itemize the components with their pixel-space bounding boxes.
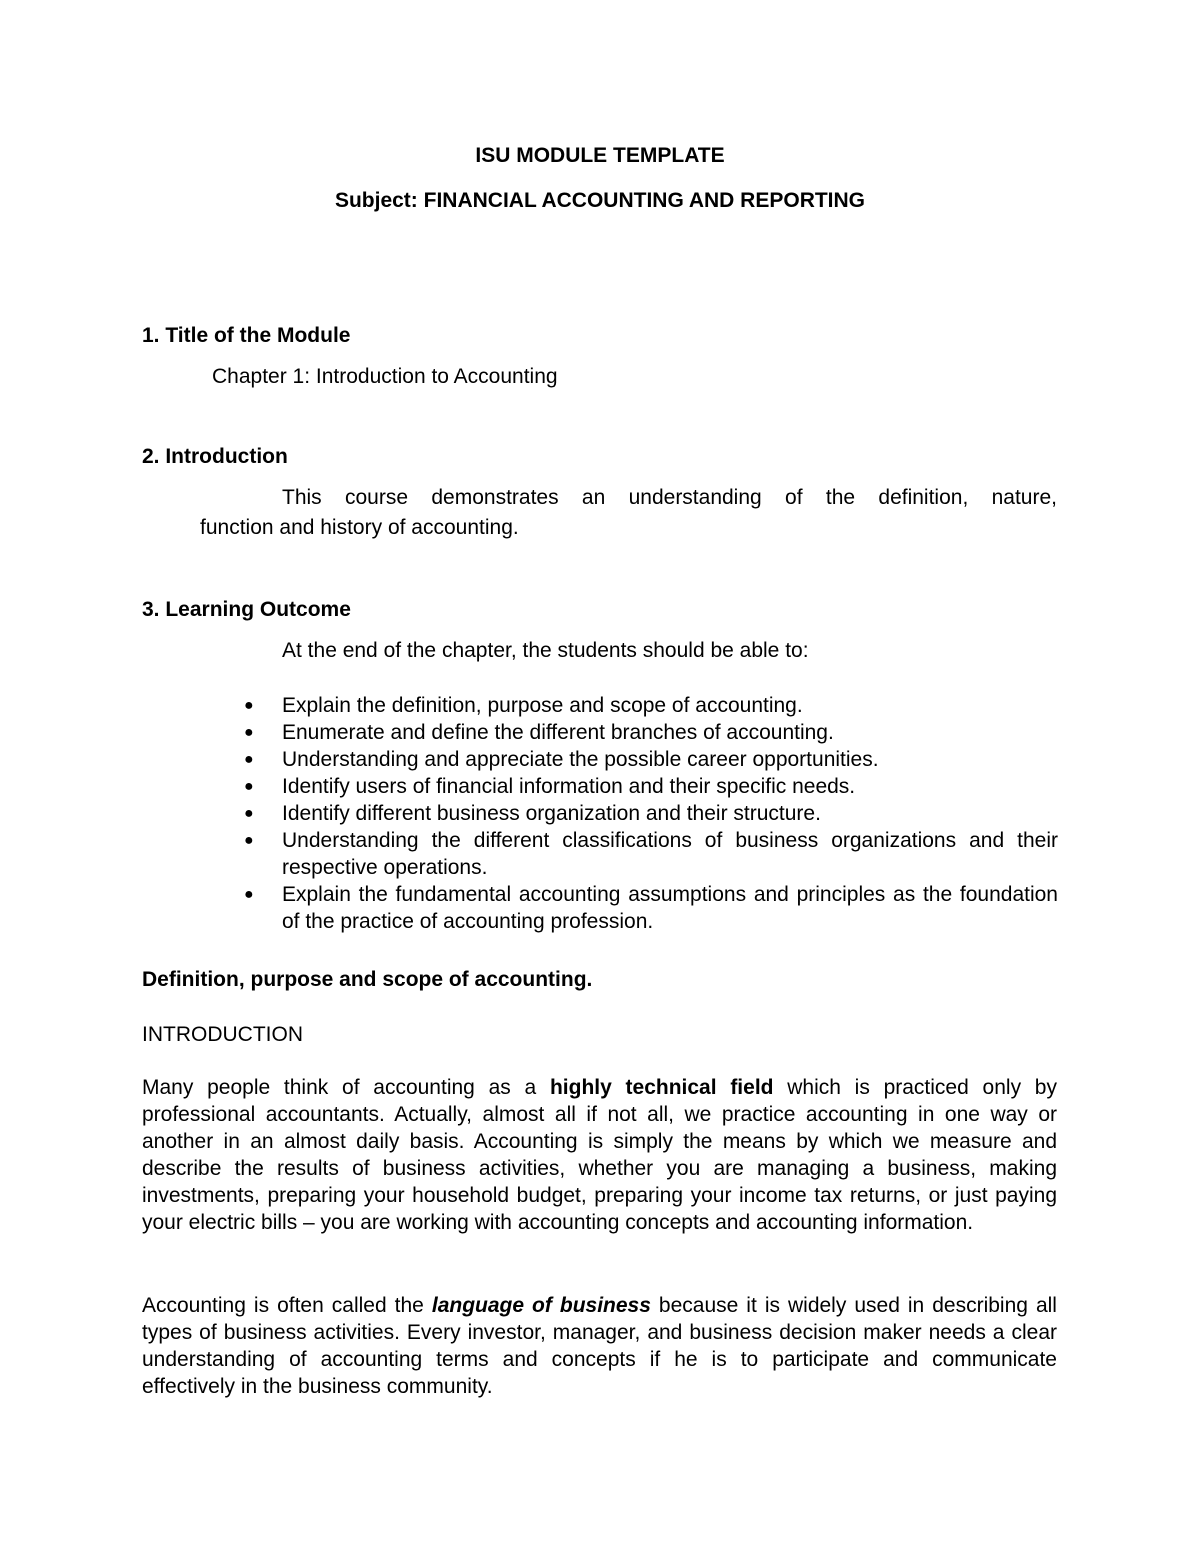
bullet-icon: ● bbox=[244, 886, 254, 903]
introduction-text-line-2: function and history of accounting. bbox=[200, 516, 519, 539]
section-3-heading: 3. Learning Outcome bbox=[142, 598, 351, 621]
bullet-icon: ● bbox=[244, 832, 254, 849]
learning-outcome-lead: At the end of the chapter, the students should be able to: bbox=[282, 639, 809, 662]
bullet-icon: ● bbox=[244, 778, 254, 795]
paragraph-language-of-business: Accounting is often called the language of business because it is widely used in describing all types of business activities. Every investor, manager, and business decision maker needs a clear understanding of accounting terms and concepts if he is to participate and communicate effectively in the business community. bbox=[142, 1294, 1057, 1398]
list-item: ● Identify different business organization and their structure. bbox=[244, 802, 821, 825]
list-item: ● Understanding the different classifications of business organizations and their respective operations. bbox=[244, 829, 1058, 879]
template-title: ISU MODULE TEMPLATE bbox=[475, 144, 725, 167]
subject-line bbox=[0, 187, 1200, 214]
subject-value: FINANCIAL ACCOUNTING AND REPORTING bbox=[423, 189, 866, 212]
module-chapter-title: Chapter 1: Introduction to Accounting bbox=[212, 365, 558, 388]
bullet-icon: ● bbox=[244, 697, 254, 714]
introduction-text-line-1: This course demonstrates an understanding of the definition, nature, bbox=[282, 486, 1057, 509]
learning-outcomes-list bbox=[242, 692, 1058, 935]
list-item: ● Identify users of financial information and their specific needs. bbox=[244, 775, 856, 798]
list-item: ● Understanding and appreciate the possible career opportunities. bbox=[244, 748, 879, 771]
list-item: ● Explain the fundamental accounting assumptions and principles as the foundation of the practice of accounting profession. bbox=[244, 883, 1058, 933]
highlight-technical-field: highly technical field bbox=[549, 1076, 774, 1099]
highlight-language-of-business: language of business bbox=[431, 1294, 651, 1317]
list-item: ● Enumerate and define the different branches of accounting. bbox=[244, 721, 834, 744]
section-1-heading: 1. Title of the Module bbox=[142, 324, 351, 347]
paragraph-accounting-field: Many people think of accounting as a highly technical field which is practiced only by professional accountants. Actually, almost all if not all, we practice accounting in one way or another in an almost daily basis. Accounting is simply the means by which we measure and describe the results of business activities, whether you are managing a business, making investments, preparing your household budget, preparing your income tax returns, or just paying your electric bills – you are working with accounting concepts and accounting information. bbox=[142, 1076, 1057, 1234]
introduction-heading: INTRODUCTION bbox=[142, 1023, 303, 1046]
list-item: ● Explain the definition, purpose and scope of accounting. bbox=[244, 694, 803, 717]
bullet-icon: ● bbox=[244, 751, 254, 768]
section-2-heading: 2. Introduction bbox=[142, 445, 288, 468]
bullet-icon: ● bbox=[244, 724, 254, 741]
definition-heading: Definition, purpose and scope of accounting. bbox=[142, 968, 593, 991]
bullet-icon: ● bbox=[244, 805, 254, 822]
subject-label: Subject: bbox=[334, 189, 418, 212]
